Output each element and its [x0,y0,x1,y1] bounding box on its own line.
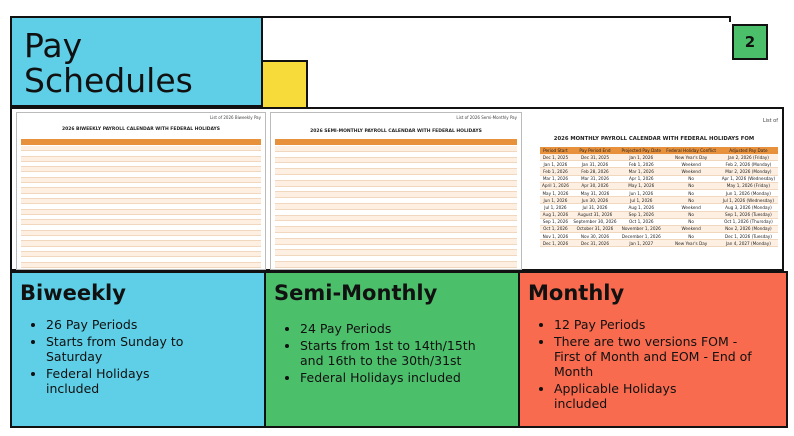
title-line-1: Pay [24,26,83,65]
table-cell: Jan 4, 2027 (Monday) [719,240,778,247]
table-cell: Oct 1, 2026 [619,218,663,225]
table-cell: May 1, 2026 (Friday) [719,182,778,189]
bullet-list [528,317,754,413]
table-cell: Mar 2, 2026 (Monday) [719,168,778,175]
table-cell: Nov 2, 2026 (Monday) [719,225,778,232]
table-cell: Dec 1, 2026 [540,240,571,247]
table-row [540,218,778,225]
table-cell: Sep 1, 2026 (Tuesday) [719,211,778,218]
thumbnail-rows [275,146,517,263]
table-cell: Aug 3, 2026 (Monday) [719,204,778,211]
table-cell: Dec 1, 2026 (Tuesday) [719,233,778,240]
column-header: Federal Holiday Conflict [666,148,717,153]
monthly-section [518,271,788,428]
table-row [540,225,778,232]
table-cell: Apr 1, 2026 (Wednesday) [719,175,778,182]
list-item: • 26 Pay Periods [46,317,216,332]
title-card [10,16,263,107]
list-item: • Starts from Sunday to Saturday [46,334,216,364]
section-heading: Semi-Monthly [274,281,438,305]
bullet-list [20,317,216,398]
table-cell: April 1, 2026 [541,183,569,189]
table-cell: Dec 1, 2025 [540,154,571,161]
monthly-spreadsheet-thumbnail [526,112,782,268]
biweekly-spreadsheet-thumbnail [16,112,266,270]
table-row [540,154,778,161]
table-cell: Jul 31, 2026 [571,204,619,211]
section-heading: Monthly [528,281,625,305]
table-cell: Feb 1, 2026 [619,161,663,168]
table-row [540,189,778,196]
table-cell: Feb 2, 2026 (Monday) [719,161,778,168]
list-item: • Federal Holidays included [46,366,176,396]
list-item: • Applicable Holidays included [554,381,704,411]
column-header: Projected Pay Date [621,148,662,153]
bullet-list [274,321,500,387]
table-cell: Jun 1, 2026 [540,197,571,204]
table-cell: Weekend [664,161,719,168]
title-line-2: Schedules [24,61,193,100]
thumbnail-caption: List of 2026 Biweekly Pay [209,115,261,120]
table-cell: Nov 30, 2026 [571,233,619,240]
table-cell: May 31, 2026 [571,189,619,196]
section-heading: Biweekly [20,281,126,305]
column-header: Period Start [543,148,568,153]
decorative-yellow-block [263,60,308,109]
table-row [540,233,778,240]
table-row [540,175,778,182]
top-divider-tick [729,16,731,22]
table-cell: Weekend [664,204,719,211]
table-cell: Dec 31, 2025 [571,154,619,161]
table-cell: September 30, 2026 [571,218,619,225]
table-cell: Apr 1, 2026 [619,175,663,182]
table-cell: Sep 1, 2026 [540,218,571,225]
table-cell: Feb 28, 2026 [571,168,619,175]
table-row [540,161,778,168]
table-row [540,197,778,204]
thumbnail-title: 2026 SEMI-MONTHLY PAYROLL CALENDAR WITH FEDERAL HOLIDAYS [310,129,482,134]
thumbnail-title: 2026 MONTHLY PAYROLL CALENDAR WITH FEDERAL HOLIDAYS FOM [553,136,755,142]
table-cell: Jul 1, 2026 [540,204,571,211]
table-cell: November 1, 2026 [619,225,663,232]
table-cell: Oct 1, 2026 [540,225,571,232]
table-cell: Jul 1, 2026 (Wednesday) [719,197,778,204]
table-cell: December 1, 2026 [619,233,663,240]
column-header: Pay Period End [579,148,611,153]
list-item: • 12 Pay Periods [554,317,754,332]
thumbnail-header-row [275,139,517,145]
table-cell: New Year's Day [664,154,719,161]
page-title [24,28,193,98]
semimonthly-spreadsheet-thumbnail [270,112,522,270]
table-cell: Feb 1, 2026 [540,168,571,175]
table-cell: Jan 1, 2027 [619,240,663,247]
table-cell: May 1, 2026 [540,189,571,196]
table-cell: No [664,175,719,182]
table-cell: August 31, 2026 [571,211,619,218]
table-row [540,240,778,247]
table-cell: Jun 30, 2026 [571,197,619,204]
table-cell: Jun 1, 2026 [619,189,663,196]
table-cell: Weekend [664,168,719,175]
table-cell: No [664,211,719,218]
table-cell: New Year's Day [664,240,719,247]
table-cell: Aug 1, 2026 [619,204,663,211]
table-cell: Weekend [664,225,719,232]
table-cell: Mar 31, 2026 [571,175,619,182]
table-cell: No [664,189,719,196]
table-cell: Jul 1, 2026 [619,197,663,204]
column-header: Adjusted Pay Date [729,148,768,153]
thumbnail-caption: List of 2026 Semi-Monthly Pay [456,115,517,120]
thumbnail-caption: List of [762,118,778,124]
list-item: • 24 Pay Periods [300,321,500,336]
table-row [540,211,778,218]
table-cell: No [664,218,719,225]
table-cell: Mar 1, 2026 [619,168,663,175]
table-cell: Mar 1, 2026 [540,175,571,182]
spreadsheet-preview-strip [10,107,784,271]
thumbnail-header-row [21,139,261,145]
table-header-row [540,147,778,154]
table-cell: Jan 1, 2026 [619,154,663,161]
biweekly-section [10,271,268,428]
table-cell: May 1, 2026 [619,182,663,189]
table-row [540,204,778,211]
table-cell: Sep 1, 2026 [619,211,663,218]
list-item: • Federal Holidays included [300,370,500,385]
table-cell: Dec 31, 2026 [571,240,619,247]
table-cell: No [664,233,719,240]
table-cell: Oct 1, 2026 (Thursday) [719,218,778,225]
table-cell: Jan 31, 2026 [571,161,619,168]
page-number-badge: 2 [732,24,768,60]
thumbnail-rows [21,146,261,263]
table-cell: October 31, 2026 [571,225,619,232]
table-cell: No [664,182,719,189]
monthly-pay-table [540,147,778,247]
list-item: • There are two versions FOM - First of Month and EOM - End of Month [554,334,754,379]
table-cell: Apr 30, 2026 [571,182,619,189]
table-cell: Aug 1, 2026 [540,211,571,218]
thumbnail-title: 2026 BIWEEKLY PAYROLL CALENDAR WITH FEDERAL HOLIDAYS [61,127,221,132]
semimonthly-section [264,271,522,428]
table-cell: Nov 1, 2026 [540,233,571,240]
table-cell: Jan 2, 2026 (Friday) [719,154,778,161]
table-row [540,182,778,189]
top-divider-line [263,16,731,18]
table-cell: No [664,197,719,204]
table-row [540,168,778,175]
table-cell: Jan 1, 2026 [540,161,571,168]
list-item: • Starts from 1st to 14th/15th and 16th to the 30th/31st [300,338,500,368]
table-cell: Jun 1, 2026 (Monday) [719,189,778,196]
